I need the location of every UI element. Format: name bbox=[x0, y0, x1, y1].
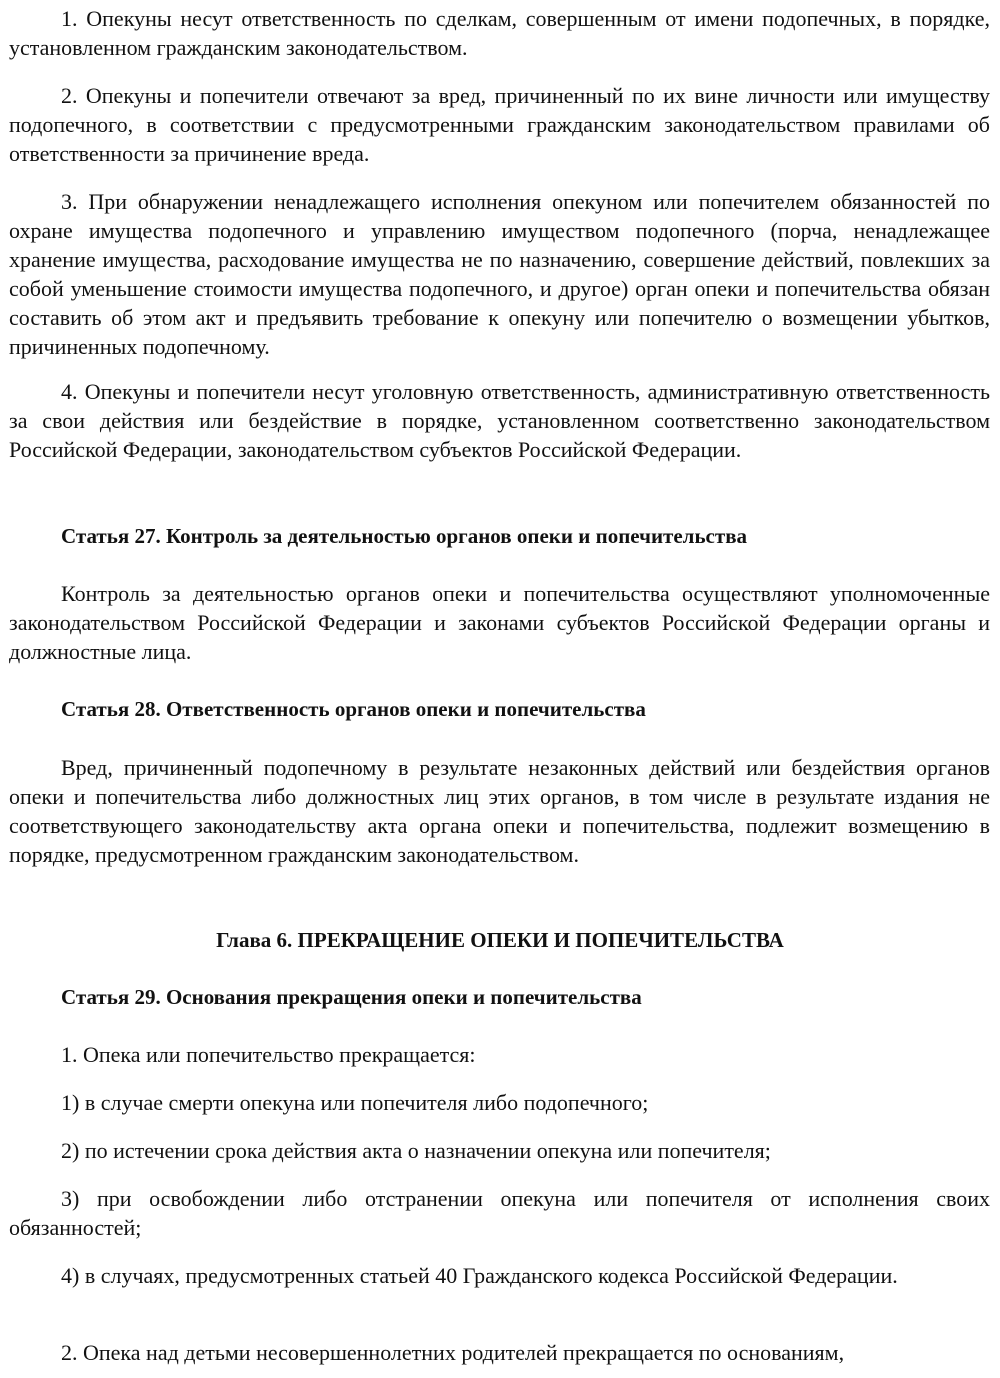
article-29-item-4: 4) в случаях, предусмотренных статьей 40 Гражданского кодекса Российской Федерации. bbox=[61, 1263, 898, 1288]
paragraph-1: 1. Опекуны несут ответственность по сделкам, совершенным от имени подопечных, в порядке, установленном гражданским законодательством. bbox=[9, 6, 990, 60]
article-28-title: Статья 28. Ответственность органов опеки и попечительства bbox=[61, 697, 646, 721]
paragraph-4: 4. Опекуны и попечители несут уголовную ответственность, административную ответственность за свои действия или бездействие в порядке, установленном соответственно законодательством Российской Федерации, законодательством субъектов Российской Федерации. bbox=[9, 379, 990, 462]
article-29-item-1: 1) в случае смерти опекуна или попечителя либо подопечного; bbox=[61, 1090, 649, 1115]
article-29-paragraph-1: 1. Опека или попечительство прекращается: bbox=[61, 1042, 476, 1067]
article-27-text: Контроль за деятельностью органов опеки и попечительства осуществляют уполномоченные законодательством Российской Федерации и законами субъектов Российской Федерации органы и должностные лица. bbox=[9, 581, 990, 664]
article-28-text: Вред, причиненный подопечному в результате незаконных действий или бездействия органов опеки и попечительства либо должностных лиц этих органов, в том числе в результате издания не соответствующего законодательству акта органа опеки и попечительства, подлежит возмещению в порядке, предусмотренном гражданским законодательством. bbox=[9, 755, 990, 867]
paragraph-2: 2. Опекуны и попечители отвечают за вред, причиненный по их вине личности или имуществу подопечного, в соответствии с предусмотренными гражданским законодательством правилами об ответственности за причинение вреда. bbox=[9, 83, 990, 166]
article-29-item-2: 2) по истечении срока действия акта о назначении опекуна или попечителя; bbox=[61, 1138, 771, 1163]
article-29-title: Статья 29. Основания прекращения опеки и попечительства bbox=[61, 985, 642, 1009]
article-27-title: Статья 27. Контроль за деятельностью органов опеки и попечительства bbox=[61, 524, 748, 548]
chapter-6-title: Глава 6. ПРЕКРАЩЕНИЕ ОПЕКИ И ПОПЕЧИТЕЛЬСТВА bbox=[216, 928, 784, 952]
paragraph-3: 3. При обнаружении ненадлежащего исполнения опекуном или попечителем обязанностей по охране имущества подопечного и управлению имуществом подопечного (порча, ненадлежащее хранение имущества, расходование имущества не по назначению, совершение действий, повлекших за собой уменьшение стоимости имущества подопечного, и другое) орган опеки и попечительства обязан составить об этом акт и предъявить требование к опекуну или попечителю о возмещении убытков, причиненных подопечному. bbox=[9, 189, 990, 359]
article-29-item-3: 3) при освобождении либо отстранении опекуна или попечителя от исполнения своих обязанностей; bbox=[9, 1186, 990, 1240]
article-29-paragraph-2: 2. Опека над детьми несовершеннолетних родителей прекращается по основаниям, bbox=[61, 1340, 845, 1365]
